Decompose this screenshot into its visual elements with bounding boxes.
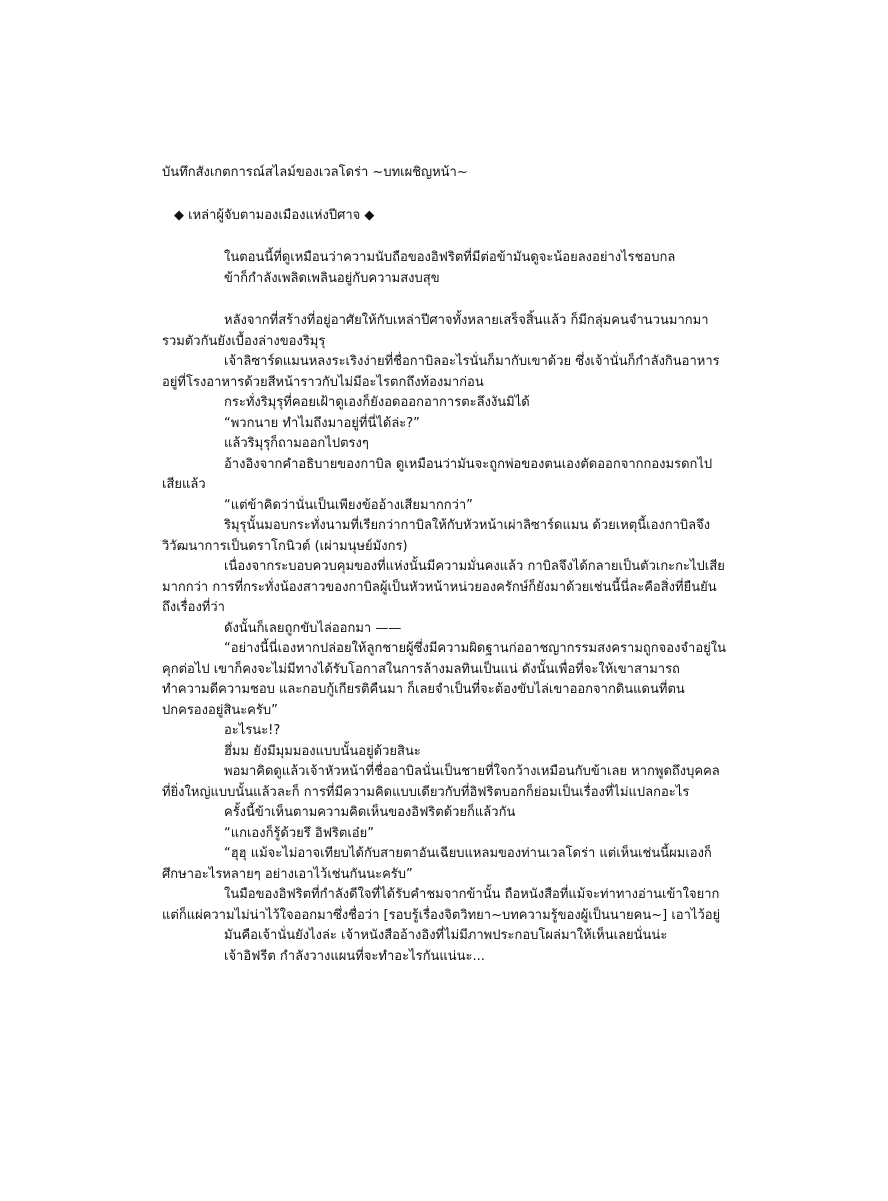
- section-heading: ◆ เหล่าผู้จับตามองเมืองแห่งปีศาจ ◆: [174, 207, 375, 223]
- paragraph: ครั้งนี้ข้าเห็นตามความคิดเห็นของอิฟริตด้วยก็แล้วกัน: [224, 805, 516, 820]
- paragraph: ในมือของอิฟริตที่กำลังดีใจที่ได้รับคำชมจากข้านั้น ถือหนังสือที่แม้จะท่าทางอ่านเข้าใจยากแต่ก็แผ่ความไม่น่าไว้ใจออกมาซึ่งชื่อว่า [รอบรู้เรื่องจิตวิทยา~บทความรู้ของผู้เป็นนายคน~] เอาไว้อยู่: [162, 887, 721, 923]
- story-text: [162, 311, 727, 967]
- paragraph: มันคือเจ้านั่นยังไงล่ะ เจ้าหนังสืออ้างอิงที่ไม่มีภาพประกอบโผล่มาให้เห็นเลยนั่นน่ะ: [224, 928, 668, 943]
- paragraph: “อย่างนี้นี่เองหากปล่อยให้ลูกชายผู้ซึ่งมีความผิดฐานก่ออาชญากรรมสงครามถูกจองจำอยู่ในคุกต่อไป เขาก็คงจะไม่มีทางได้รับโอกาสในการล้างมลทินเป็นแน่ ดังนั้นเพื่อที่จะให้เขาสามารถทำความดีความชอบ และกอบกู้เกียรติคืนมา ก็เลยจำเป็นที่จะต้องขับไล่เขาออกจากดินแดนที่ตนปกครองอยู่สินะครับ”: [162, 641, 727, 718]
- paragraph: “แกเองก็รู้ด้วยรึ อิฟริตเอ๋ย”: [224, 825, 374, 841]
- paragraph: ริมุรุนั้นมอบกระทั่งนามที่เรียกว่ากาบิลให้กับหัวหน้าเผ่าลิซาร์ดแมน ด้วยเหตุนี้เองกาบิลจึงวิวัฒนาการเป็นดราโกนิวต์ (เผ่ามนุษย์มังกร): [162, 518, 711, 554]
- paragraph: “แต่ข้าคิดว่านั่นเป็นเพียงข้ออ้างเสียมากกว่า”: [224, 497, 473, 513]
- paragraph: เนื่องจากระบอบควบคุมของที่แห่งนั้นมีความมั่นคงแล้ว กาบิลจึงได้กลายเป็นตัวเกะกะไปเสียมากกว่า การที่กระทั่งน้องสาวของกาบิลผู้เป็นหัวหน้าหน่วยองครักษ์ก็ยังมาด้วยเช่นนี้นี่ละคือสิ่งที่ยืนยันถึงเรื่องที่ว่า: [162, 559, 725, 615]
- paragraph: พอมาคิดดูแล้วเจ้าหัวหน้าที่ชื่ออาบิลนั่นเป็นชายที่ใจกว้างเหมือนกับข้าเลย หากพูดถึงบุคคลที่ยิ่งใหญ่แบบนั้นแล้วละก็ การที่มีความคิดแบบเดียวกับที่อิฟริตบอกก็ย่อมเป็นเรื่องที่ไม่แปลกอะไร: [162, 764, 720, 800]
- paragraph: อ้างอิงจากคำอธิบายของกาบิล ดูเหมือนว่ามันจะถูกพ่อของตนเองตัดออกจากกองมรดกไปเสียแล้ว: [162, 456, 713, 492]
- paragraph: เจ้าอิฟรีต กำลังวางแผนที่จะทำอะไรกันแน่นะ...: [224, 948, 485, 964]
- paragraph: เจ้าลิซาร์ดแมนหลงระเริงง่ายที่ชื่อกาบิลอะไรนั่นก็มากับเขาด้วย ซึ่งเจ้านั่นก็กำลังกินอาหารอยู่ที่โรงอาหารด้วยสีหน้าราวกับไม่มีอะไรตกถึงท้องมาก่อน: [162, 354, 720, 390]
- paragraph: กระทั่งริมุรุที่คอยเฝ้าดูเองก็ยังอดออกอาการตะลึงงันมิได้: [224, 395, 530, 410]
- intro-block: [162, 248, 727, 289]
- paragraph: “ฮุฮุ แม้จะไม่อาจเทียบได้กับสายตาอันเฉียบแหลมของท่านเวลโดร่า แต่เห็นเช่นนี้ผมเองก็ศึกษาอะไรหลายๆ อย่างเอาไว้เช่นกันนะครับ”: [162, 846, 712, 882]
- paragraph: แล้วริมุรุก็ถามออกไปตรงๆ: [224, 436, 369, 451]
- paragraph: ฮึ่มม ยังมีมุมมองแบบนั้นอยู่ด้วยสินะ: [224, 743, 421, 759]
- paragraph: อะไรนะ!?: [224, 723, 281, 738]
- intro-line: ในตอนนี้ที่ดูเหมือนว่าความนับถือของอิฟริตที่มีต่อข้ามันดูจะน้อยลงอย่างไรชอบกล: [224, 250, 676, 265]
- paragraph: หลังจากที่สร้างที่อยู่อาศัยให้กับเหล่าปีศาจทั้งหลายเสร็จสิ้นแล้ว ก็มีกลุ่มคนจำนวนมากมารวมตัวกันยังเบื้องล่างของริมุรุ: [162, 313, 709, 349]
- document-title: บันทึกสังเกตการณ์สไลม์ของเวลโดร่า ~บทเผชิญหน้า~: [162, 165, 468, 180]
- paragraph: ดังนั้นก็เลยถูกขับไล่ออกมา ——: [224, 620, 402, 636]
- document-body: [162, 163, 727, 967]
- paragraph: “พวกนาย ทำไมถึงมาอยู่ที่นี่ได้ล่ะ?”: [224, 415, 420, 431]
- intro-line: ข้าก็กำลังเพลิดเพลินอยู่กับความสงบสุข: [224, 270, 440, 286]
